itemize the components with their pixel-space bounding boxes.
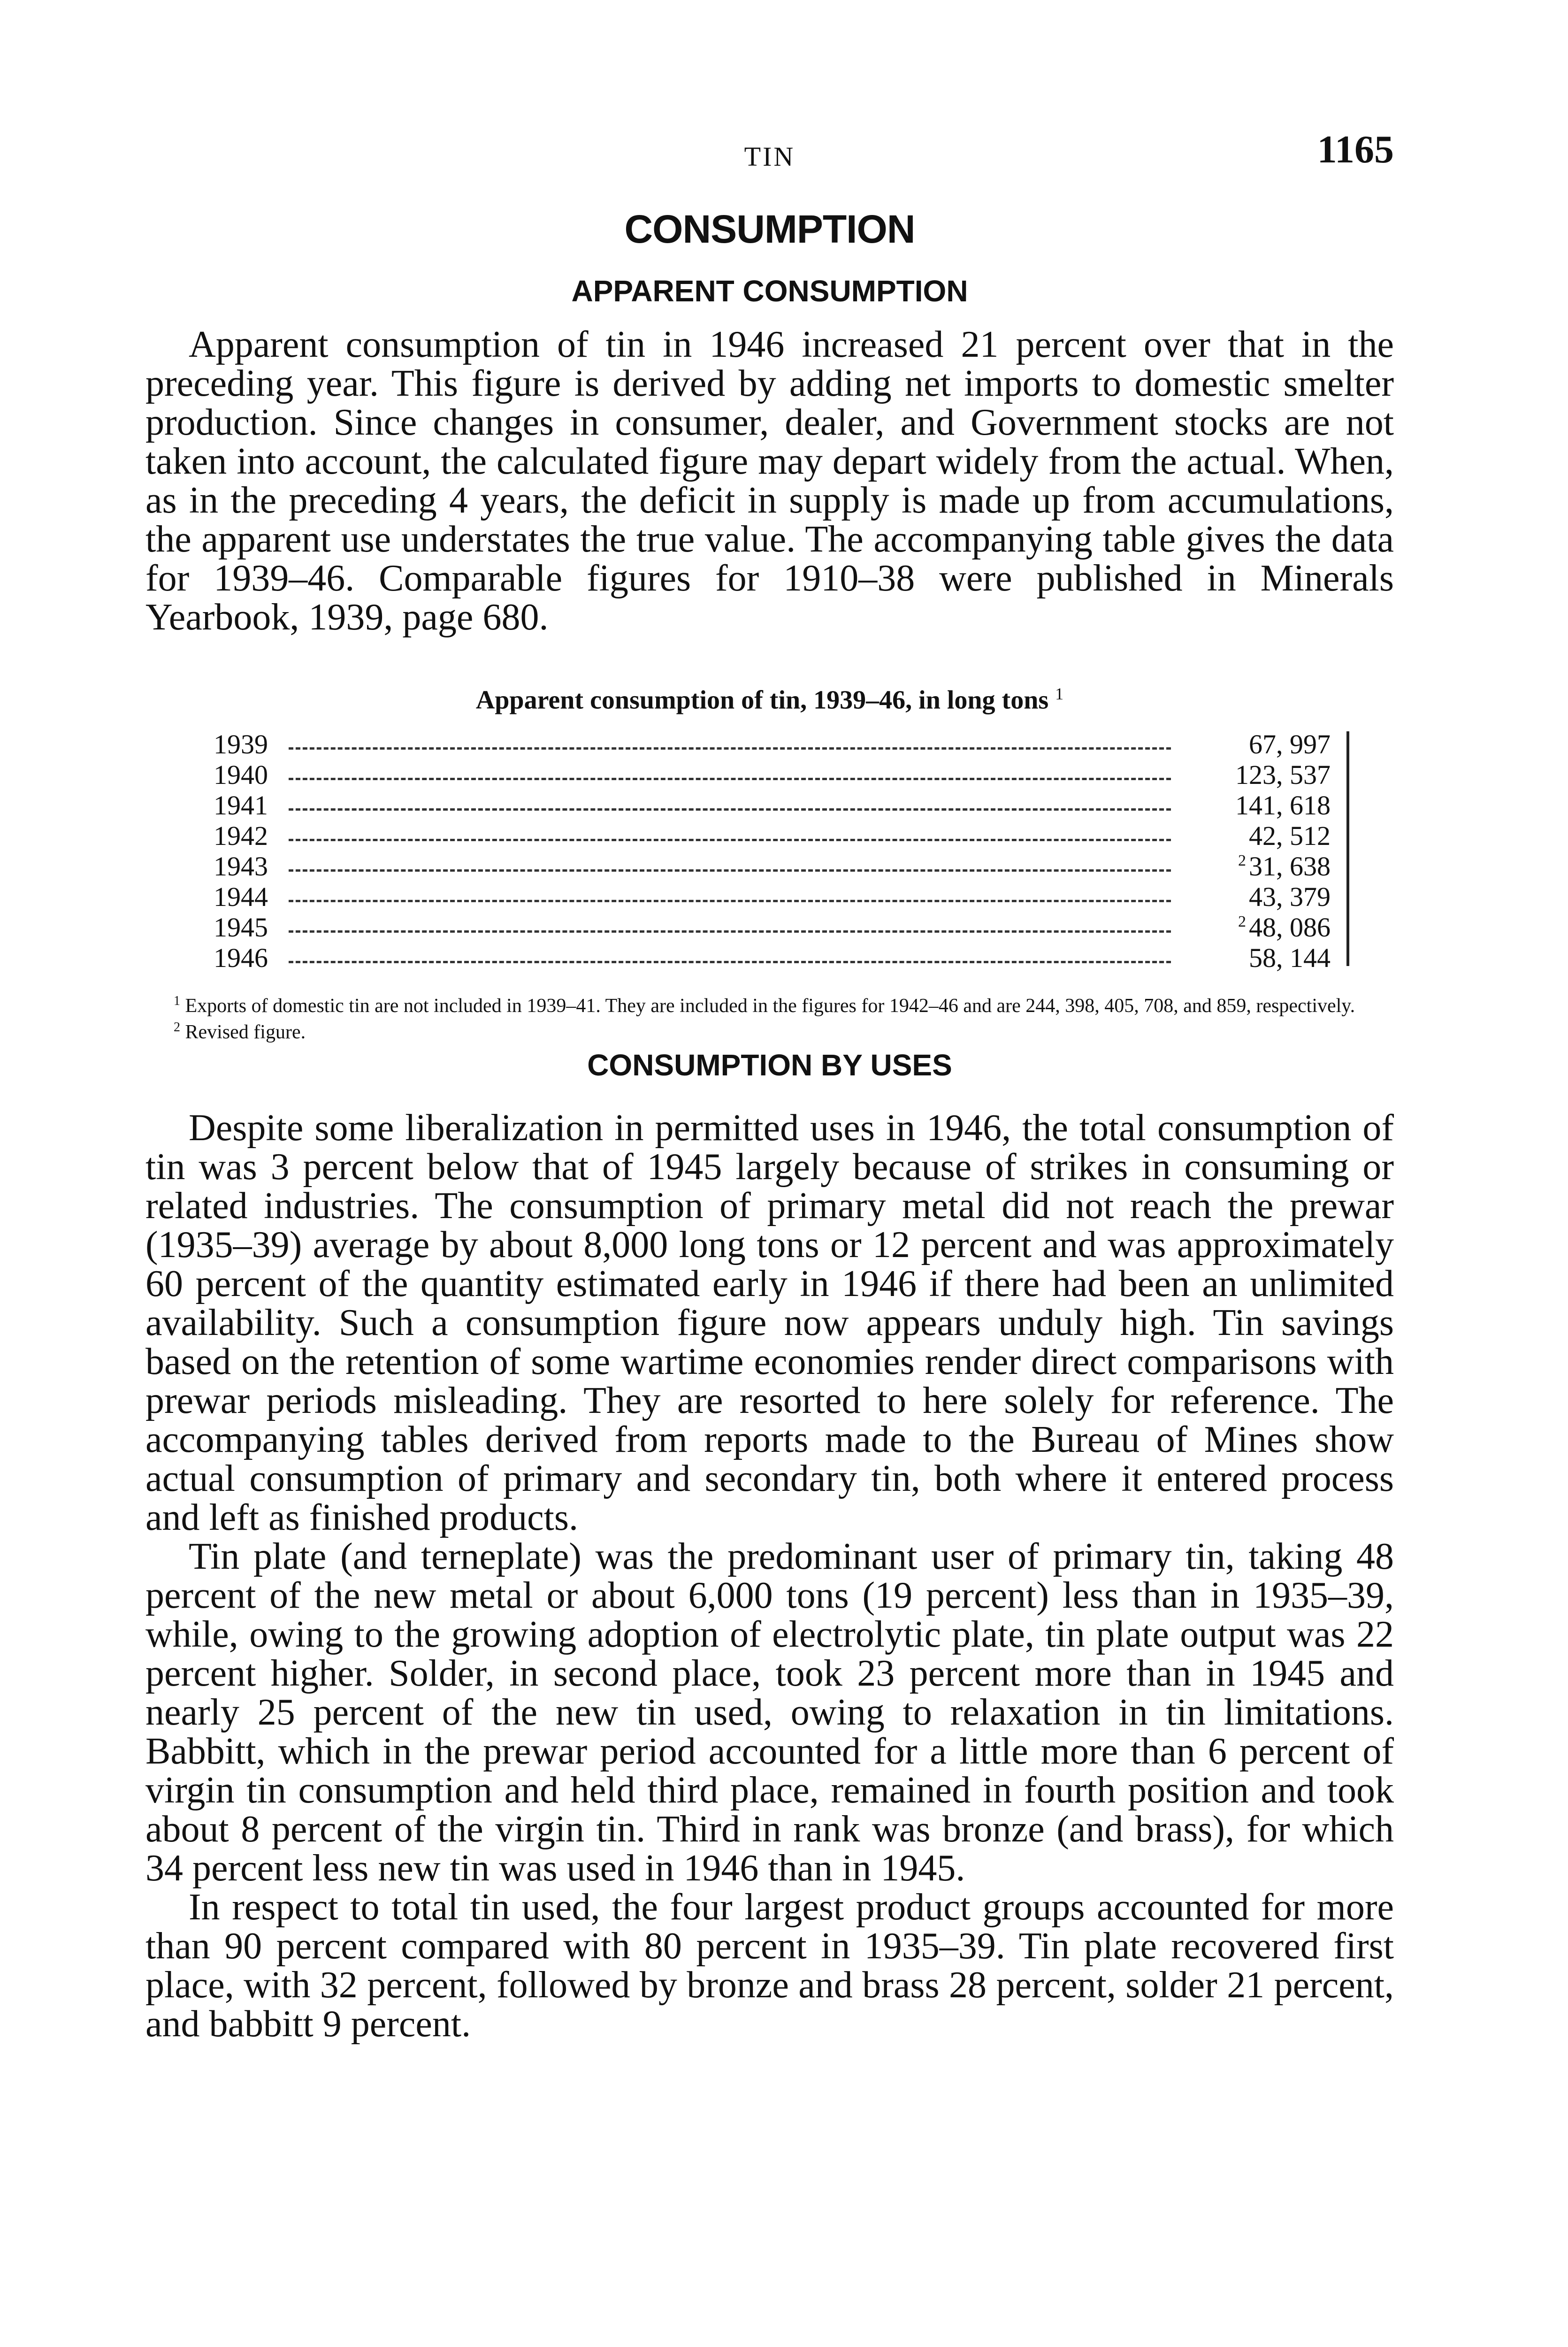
- row-year: 1945: [214, 912, 268, 943]
- dot-leader: [289, 747, 1171, 750]
- section-title: CONSUMPTION: [624, 207, 915, 251]
- row-year: 1940: [214, 759, 268, 790]
- uses-paragraph: Despite some liberalization in permitted uses in 1946, the total consumption of tin was 3 percent below that of 1945 largely because of strikes in consuming or related industries. The consumption of primary metal did not reach the prewar (1935–39) average by about 8,000 long tons or 12 percent and was approximately 60 percent of the quantity estimated early in 1946 if there had been an unlimited availability. Such a consumption figure now appears unduly high. Tin savings based on the retention of some wartime economies render direct comparisons with prewar periods misleading. They are resorted to here solely for reference. The accompanying tables derived from reports made to the Bureau of Mines show actual consumption of primary and secondary tin, both where it entered process and left as finished products.: [145, 1107, 1394, 1538]
- footnote: [145, 1017, 1394, 1043]
- row-note: 2: [1238, 852, 1246, 870]
- dot-leader: [289, 930, 1171, 933]
- row-year: 1942: [214, 820, 268, 851]
- table-row: [214, 790, 1331, 820]
- table-row: [214, 729, 1331, 759]
- apparent-consumption-paragraph: Apparent consumption of tin in 1946 increased 21 percent over that in the preceding year. This figure is derived by adding net imports to domestic smelter production. Since changes in consumer, dealer, and Government stocks are not taken into account, the calculated figure may depart widely from the actual. When, as in the preceding 4 years, the deficit in supply is made up from accumulations, the apparent use understates the true value. The accompanying table gives the data for 1939–46. Comparable figures for 1910–38 were published in Minerals Yearbook, 1939, page 680.: [145, 324, 1394, 638]
- row-year: 1941: [214, 790, 268, 821]
- consumption-by-uses-title: CONSUMPTION BY USES: [587, 1048, 952, 1082]
- row-value-number: 141, 618: [1235, 790, 1331, 821]
- uses-paragraph: Tin plate (and terneplate) was the predominant user of primary tin, taking 48 percent of the new metal or about 6,000 tons (19 percent) less than in 1935–39, while, owing to the growing adoption of electrolytic plate, tin plate output was 22 percent higher. Solder, in second place, took 23 percent more than in 1945 and nearly 25 percent of the new tin used, owing to relaxation in tin limitations. Babbitt, which in the prewar period accounted for a little more than 6 percent of virgin tin consumption and held third place, remained in fourth position and took about 8 percent of the virgin tin. Third in rank was bronze (and brass), for which 34 percent less new tin was used in 1946 than in 1945.: [145, 1535, 1394, 1889]
- row-value-number: 42, 512: [1249, 820, 1331, 851]
- row-year: 1946: [214, 942, 268, 973]
- row-value-number: 67, 997: [1249, 729, 1331, 759]
- footnote-mark: 1: [174, 993, 180, 1008]
- table-footnotes: [145, 990, 1394, 1043]
- table-caption-note: 1: [1055, 684, 1064, 703]
- dot-leader: [289, 869, 1171, 872]
- consumption-table: [214, 729, 1331, 973]
- row-value: [1176, 790, 1331, 821]
- table-row: [214, 912, 1331, 942]
- row-value: [1176, 881, 1331, 913]
- footnote-text: Revised figure.: [185, 1021, 306, 1043]
- page: [145, 127, 1394, 2044]
- table-caption-text: Apparent consumption of tin, 1939–46, in long tons: [475, 685, 1049, 715]
- table-row: [214, 759, 1331, 790]
- row-value: [1176, 851, 1331, 882]
- dot-leader: [289, 961, 1171, 963]
- page-number: 1165: [1317, 128, 1394, 171]
- table-caption: [145, 684, 1394, 715]
- running-head: [145, 127, 1394, 178]
- row-value: [1176, 820, 1331, 851]
- footnote: [145, 990, 1394, 1017]
- uses-paragraph: In respect to total tin used, the four largest product groups accounted for more than 90 percent compared with 80 percent in 1935–39. Tin plate recovered first place, with 32 percent, followed by bronze and brass 28 percent, solder 21 percent, and babbitt 9 percent.: [145, 1886, 1394, 2045]
- row-value: [1176, 912, 1331, 943]
- footnote-text: Exports of domestic tin are not included in 1939–41. They are included in the figures for 1942–46 and are 244, 398, 405, 708, and 859, respectively.: [185, 995, 1355, 1017]
- row-value: [1176, 729, 1331, 760]
- row-year: 1939: [214, 729, 268, 759]
- row-value-number: 58, 144: [1249, 942, 1331, 973]
- row-year: 1943: [214, 851, 268, 882]
- dot-leader: [289, 839, 1171, 841]
- row-year: 1944: [214, 881, 268, 912]
- apparent-consumption-title: APPARENT CONSUMPTION: [571, 274, 968, 308]
- row-value: [1176, 759, 1331, 790]
- dot-leader: [289, 808, 1171, 811]
- row-value-number: 31, 638: [1249, 851, 1331, 882]
- row-value-number: 43, 379: [1249, 881, 1331, 912]
- dot-leader: [289, 778, 1171, 780]
- table-row: [214, 942, 1331, 973]
- row-value-number: 123, 537: [1235, 759, 1331, 790]
- running-title: TIN: [744, 141, 795, 172]
- row-value-number: 48, 086: [1249, 912, 1331, 943]
- row-note: 2: [1238, 913, 1246, 931]
- table-row: [214, 820, 1331, 851]
- table-row: [214, 881, 1331, 912]
- row-value: [1176, 942, 1331, 974]
- footnote-mark: 2: [174, 1020, 180, 1035]
- table-bracket: [1346, 731, 1349, 966]
- table-row: [214, 851, 1331, 881]
- dot-leader: [289, 900, 1171, 902]
